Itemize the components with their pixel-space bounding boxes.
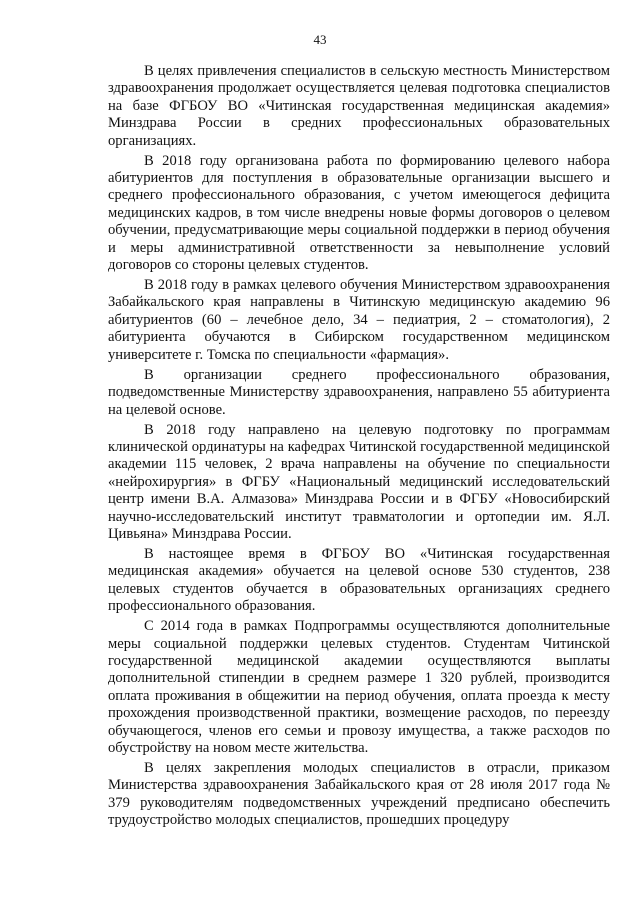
paragraph-secondary-education: В организации среднего профессионального образования, подведомственные Министерству здравоохранения, направлено 55 абитуриента на целевой основе. bbox=[108, 366, 610, 418]
paragraph-social-support: С 2014 года в рамках Подпрограммы осуществляются дополнительные меры социальной поддержки целевых студентов. Студентам Читинской государственной медицинской академии осуществляются выплаты дополнительной стипендии в среднем размере 1 320 рублей, производится оплата проживания в общежитии на период обучения, оплата проезда к месту прохождения производственной практики, возмещение расходов, по переезду обучающегося, членов его семьи и провозу имущества, а также расходов по обустройству на новом месте жительства. bbox=[108, 618, 610, 756]
paragraph-young-specialists: В целях закрепления молодых специалистов в отрасли, приказом Министерства здравоохранения Забайкальского края от 28 июля 2017 года № 379 руководителям подведомственных учреждений предписано обеспечить трудоустройство молодых специалистов, прошедших процедуру bbox=[108, 760, 610, 829]
paragraph-2018-applicants: В 2018 году в рамках целевого обучения Министерством здравоохранения Забайкальского края направлены в Читинскую медицинскую академию 96 абитуриентов (60 – лечебное дело, 34 – педиатрия, 2 – стоматология), 2 абитуриента обучаются в Сибирском государственном медицинском университете г. Томска по специальности «фармация». bbox=[108, 277, 610, 363]
document-body bbox=[108, 63, 610, 832]
paragraph-current-students: В настоящее время в ФГБОУ ВО «Читинская государственная медицинская академия» обучается на целевой основе 530 студентов, 238 целевых студентов обучается в образовательных организациях среднего профессионального образования. bbox=[108, 545, 610, 615]
paragraph-target-enrollment: В 2018 году организована работа по формированию целевого набора абитуриентов для поступления в образовательные организации высшего и среднего профессионального образования, с учетом имеющегося дефицита медицинских кадров, в том числе внедрены новые формы договоров о целевом обучении, предусматривающие меры социальной поддержки в период обучения и меры административной ответственности за невыполнение условий договоров со стороны целевых студентов. bbox=[108, 152, 610, 274]
paragraph-rural-specialists: В целях привлечения специалистов в сельскую местность Министерством здравоохранения продолжает осуществляется целевая подготовка специалистов на базе ФГБОУ ВО «Читинская государственная медицинская академия» Минздрава России в средних профессиональных образовательных организациях. bbox=[108, 63, 610, 149]
page-number: 43 bbox=[313, 32, 327, 47]
paragraph-residency-training: В 2018 году направлено на целевую подготовку по программам клинической ординатуры на кафедрах Читинской государственной медицинской академии 115 человек, 2 врача направлены на обучение по специальности «нейрохирургия» в ФГБУ «Национальный медицинский исследовательский центр имени В.А. Алмазова» Минздрава России и в ФГБУ «Новосибирский научно-исследовательский институт травматологии и ортопедии им. Я.Л. Цивьяна» Минздрава России. bbox=[108, 421, 610, 542]
